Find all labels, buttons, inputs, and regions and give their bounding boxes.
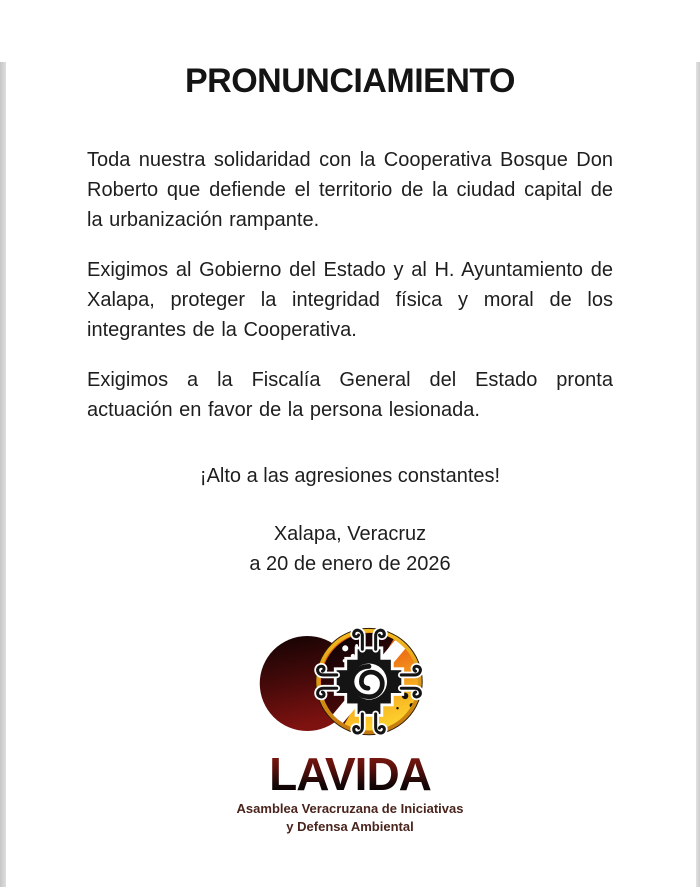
pronouncement-document xyxy=(0,62,700,835)
scan-edge-right xyxy=(696,62,700,887)
hunab-ku-spiral-emblem-icon xyxy=(250,617,450,750)
org-subtitle xyxy=(87,800,613,835)
slogan-line: ¡Alto a las agresiones constantes! xyxy=(199,465,501,487)
org-subtitle-line2: y Defensa Ambiental xyxy=(286,818,414,834)
scan-edge-left xyxy=(0,62,6,887)
document-body xyxy=(87,145,613,425)
org-name: LAVIDA xyxy=(87,751,613,797)
org-subtitle-line1: Asamblea Veracruzana de Iniciativas xyxy=(236,801,464,816)
paragraph-solidarity: Toda nuestra solidaridad con la Cooperativa Bosque Don Roberto que defiende el territorio de la ciudad capital de la urbanización rampante. xyxy=(87,149,613,231)
paragraph-demand-government: Exigimos al Gobierno del Estado y al H. Ayuntamiento de Xalapa, proteger la integridad física y moral de los integrantes de la Cooperativa. xyxy=(87,259,613,341)
date-line: a 20 de enero de 2026 xyxy=(249,553,451,575)
organization-logo xyxy=(87,617,613,835)
place-line: Xalapa, Veracruz xyxy=(273,523,427,545)
paragraph-demand-fiscalia: Exigimos a la Fiscalía General del Estado pronta actuación en favor de la persona lesionada. xyxy=(87,369,613,421)
place-date-block xyxy=(87,519,613,579)
document-title: PRONUNCIAMIENTO xyxy=(185,62,515,100)
